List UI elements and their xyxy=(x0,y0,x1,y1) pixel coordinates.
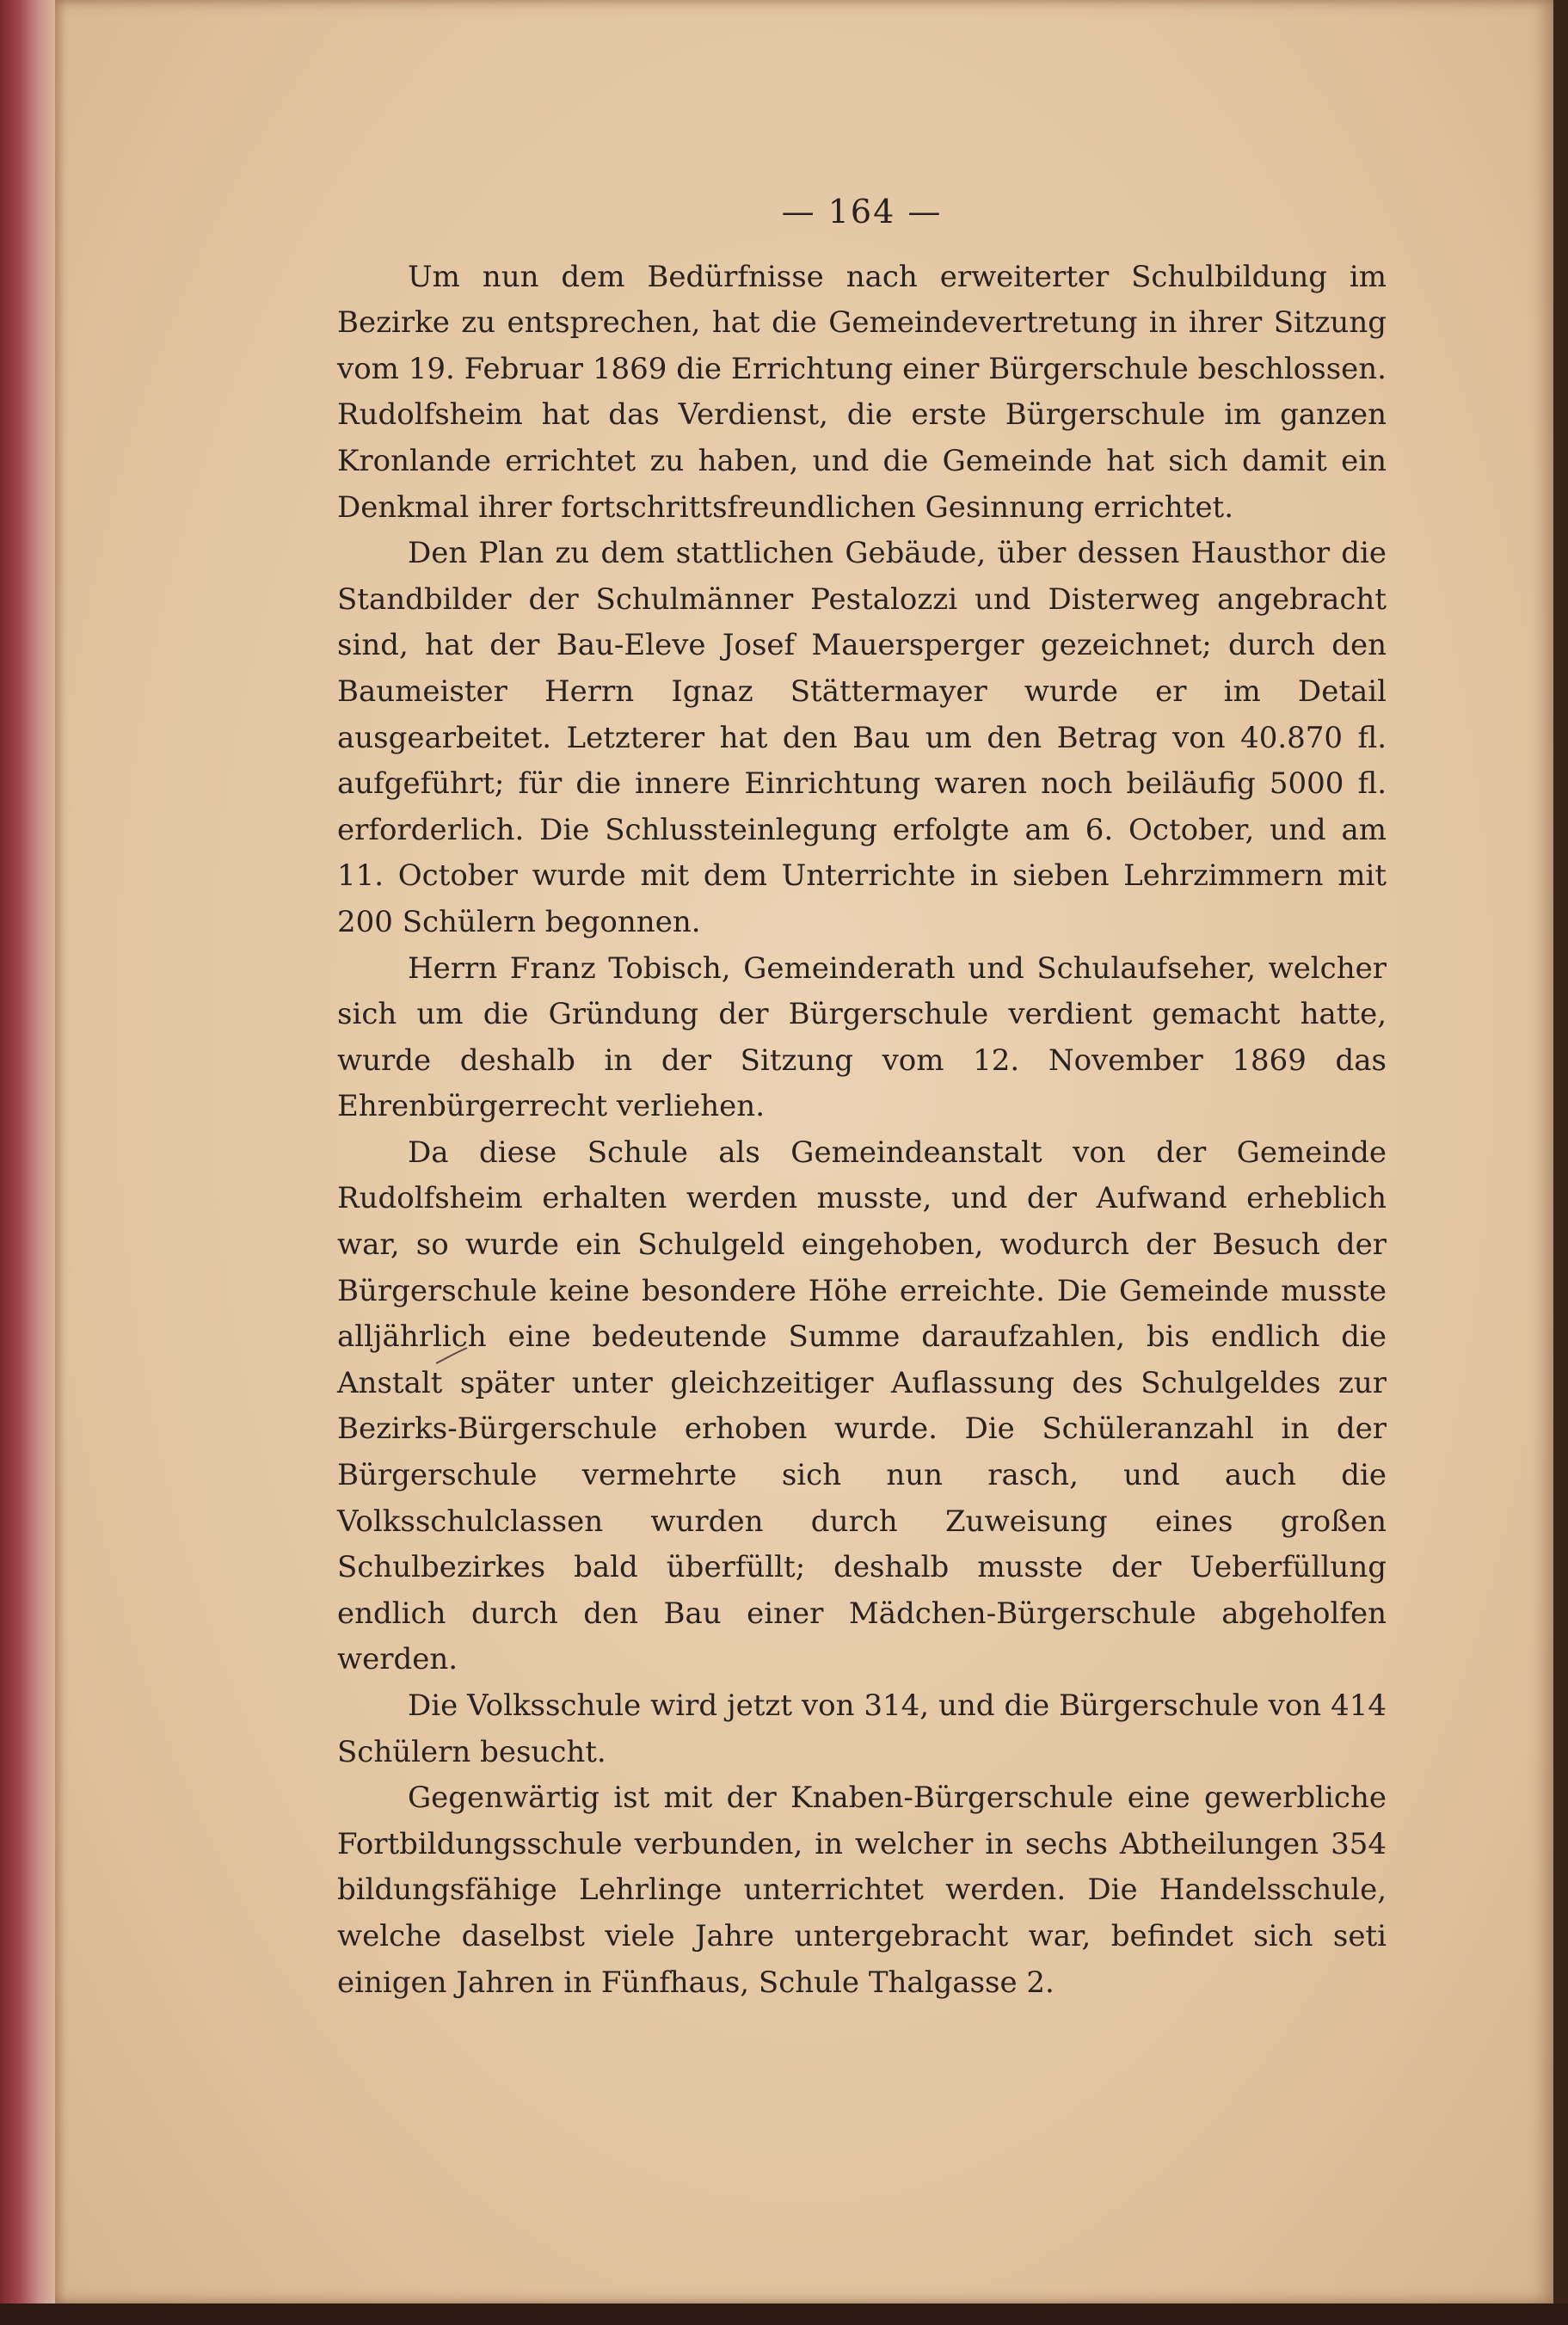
paragraph-building-plan: Den Plan zu dem stattlichen Gebäude, über dessen Hausthor die Standbilder der Schulmänner Pestalozzi und Disterweg angebracht sind, hat der Bau-Eleve Josef Mauersperger gezeichnet; durch den Baumeister Herrn Ignaz Stättermayer wurde er im Detail ausgearbeitet. Letzterer hat den Bau um den Betrag von 40.870 fl. aufgeführt; für die innere Einrichtung waren noch beiläufig 5000 fl. erforderlich. Die Schlussteinlegung erfolgte am 6. October, und am 11. October wurde mit dem Unterrichte in sieben Lehrzimmern mit 200 Schülern begonnen. xyxy=(337,536,1387,939)
paragraph-school-fees: Da diese Schule als Gemeindeanstalt von der Gemeinde Rudolfsheim erhalten werden musste, und der Aufwand erheblich war, so wurde ein Schulgeld eingehoben, wodurch der Besuch der Bürgerschule keine besondere Höhe erreichte. Die Gemeinde musste alljährlich eine bedeutende Summe daraufzahlen, bis endlich die Anstalt später unter gleichzeitiger Auflassung des Schulgeldes zur Bezirks-Bürgerschule erhoben wurde. Die Schüleranzahl in der Bürgerschule vermehrte sich nun rasch, und auch die Volksschulclassen wurden durch Zuweisung eines großen Schulbezirkes bald überfüllt; deshalb musste der Ueberfüllung endlich durch den Bau einer Mädchen-Bürgerschule abgeholfen werden. xyxy=(337,1135,1387,1677)
paragraph-tobisch-honour: Herrn Franz Tobisch, Gemeinderath und Schulaufseher, welcher sich um die Gründung der Bürgerschule verdient gemacht hatte, wurde deshalb in der Sitzung vom 12. November 1869 das Ehrenbürgerrecht verliehen. xyxy=(337,950,1387,1124)
page-text-block xyxy=(337,189,1387,2006)
paragraph-continuation-school: Gegenwärtig ist mit der Knaben-Bürgerschule eine gewerbliche Fortbildungsschule verbunden, in welcher in sechs Abtheilungen 354 bildungsfähige Lehrlinge unterrichtet werden. Die Handelsschule, welche daselbst viele Jahre untergebracht war, befindet sich seti einigen Jahren in Fünfhaus, Schule Thalgasse 2. xyxy=(337,1781,1387,2000)
page-number: — 164 — xyxy=(781,193,943,231)
book-cover-edge xyxy=(0,0,55,2325)
pencil-mark-icon xyxy=(434,1346,469,1367)
paragraph-pupil-counts: Die Volksschule wird jetzt von 314, und die Bürgerschule von 414 Schülern besucht. xyxy=(337,1688,1387,1769)
paragraph-buergerschule-founding: Um nun dem Bedürfnisse nach erweiterter Schulbildung im Bezirke zu entsprechen, hat die Gemeindevertretung in ihrer Sitzung vom 19. Februar 1869 die Errichtung einer Bürgerschule beschlossen. Rudolfsheim hat das Verdienst, die erste Bürgerschule im ganzen Kronlande errichtet zu haben, und die Gemeinde hat sich damit ein Denkmal ihrer fortschrittsfreundlichen Gesinnung errichtet. xyxy=(337,259,1387,525)
scan-bottom-edge xyxy=(0,2303,1568,2325)
